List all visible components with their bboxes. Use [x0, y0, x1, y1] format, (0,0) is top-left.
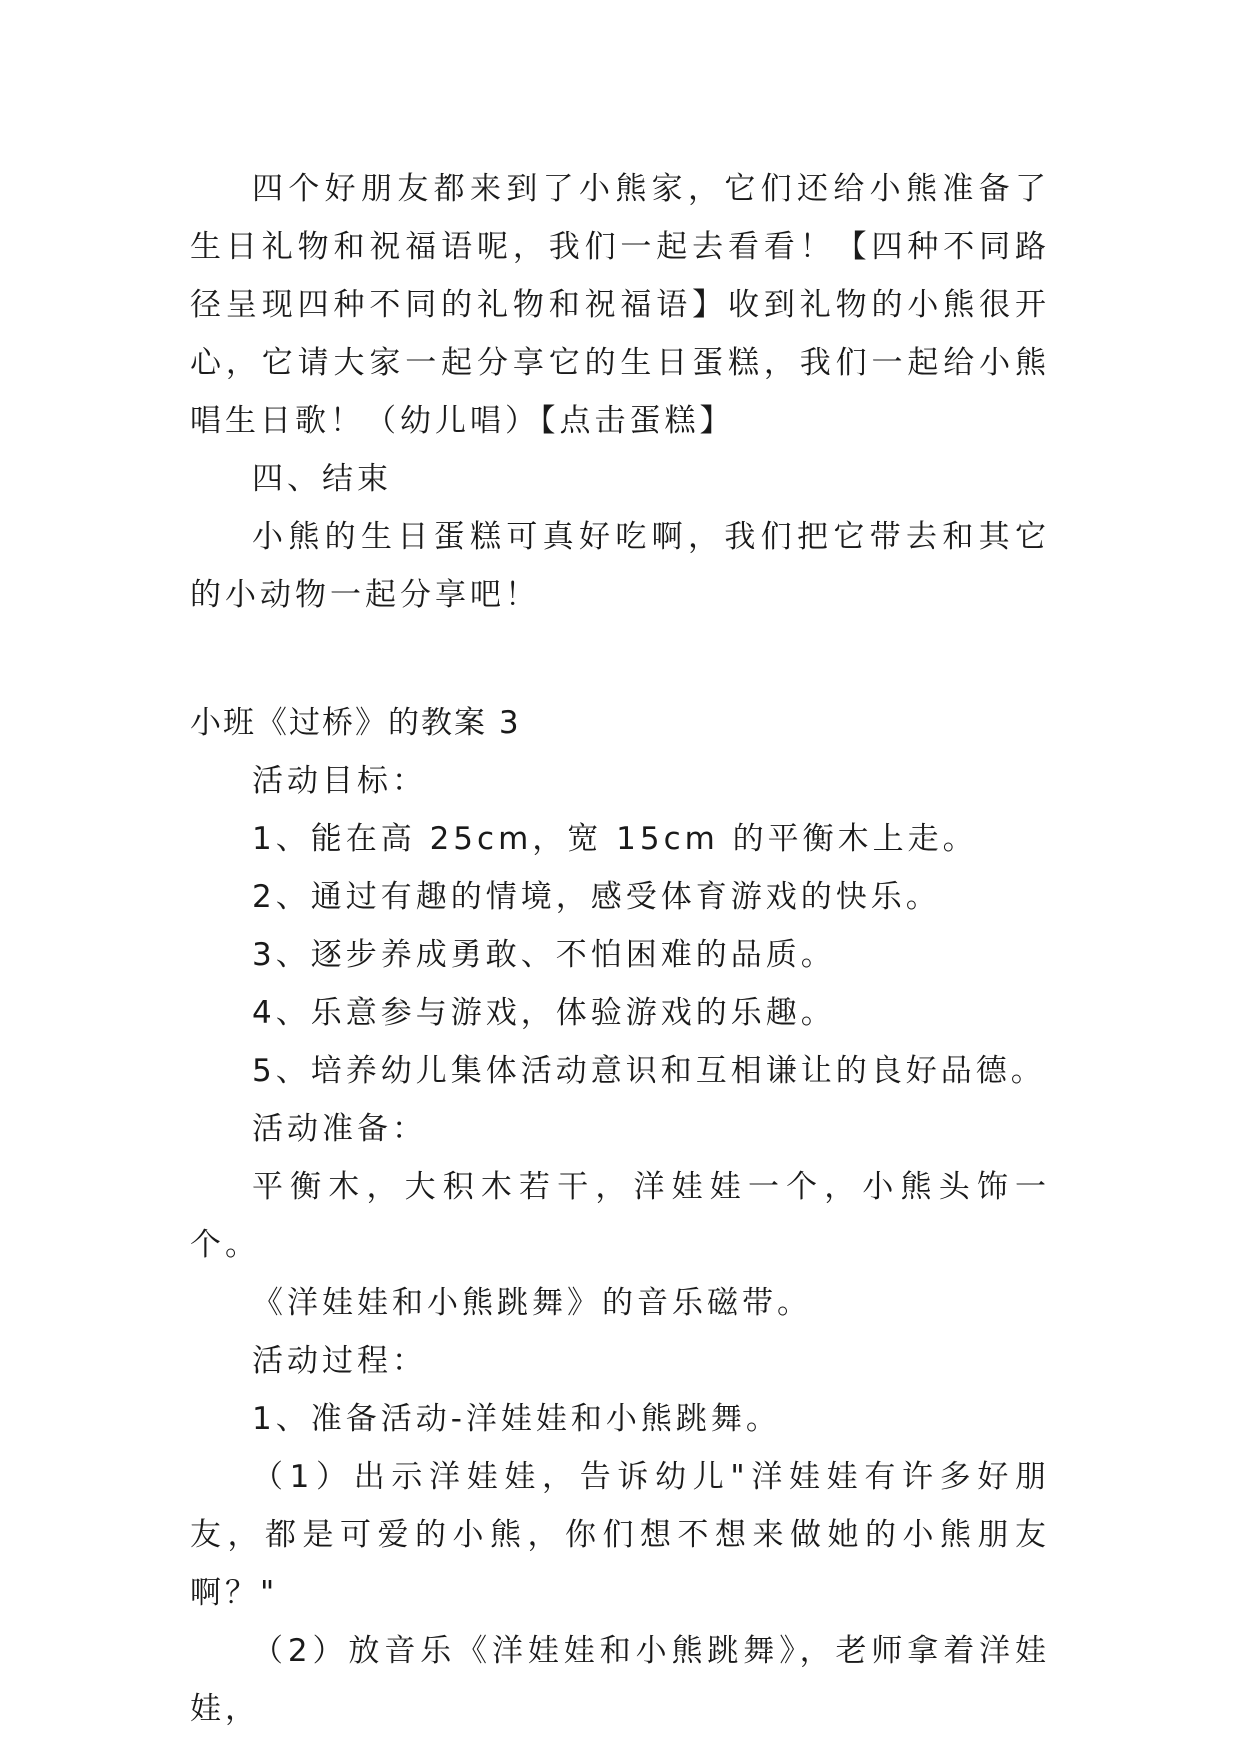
goal-item-4: 4、乐意参与游戏，体验游戏的乐趣。: [252, 995, 836, 1031]
section-spacer: [190, 624, 1050, 694]
goal-item-1: 1、能在高 25cm，宽 15cm 的平衡木上走。: [252, 821, 978, 857]
paragraph-gifts: 四个好朋友都来到了小熊家，它们还给小熊准备了生日礼物和祝福语呢，我们一起去看看！【四种不同路径呈现四种不同的礼物和祝福语】收到礼物的小熊很开心，它请大家一起分享它的生日蛋糕，我们一起给小熊唱生日歌！（幼儿唱）【点击蛋糕】: [190, 171, 1050, 439]
process-step-1: 1、准备活动-洋娃娃和小熊跳舞。: [252, 1401, 781, 1437]
heading-activity-process: 活动过程：: [252, 1343, 427, 1379]
preparation-materials: 平衡木，大积木若干，洋娃娃一个，小熊头饰一个。: [190, 1169, 1050, 1263]
heading-activity-preparation: 活动准备：: [252, 1111, 427, 1147]
goal-item-3: 3、逐步养成勇敢、不怕困难的品质。: [252, 937, 836, 973]
document-body: [190, 160, 1050, 1738]
preparation-music: 《洋娃娃和小熊跳舞》的音乐磁带。: [252, 1285, 812, 1321]
process-substep-2: （2）放音乐《洋娃娃和小熊跳舞》，老师拿着洋娃娃，: [190, 1633, 1050, 1727]
goal-item-2: 2、通过有趣的情境，感受体育游戏的快乐。: [252, 879, 941, 915]
goal-item-5: 5、培养幼儿集体活动意识和互相谦让的良好品德。: [252, 1053, 1046, 1089]
heading-activity-goals: 活动目标：: [252, 763, 427, 799]
process-substep-1: （1）出示洋娃娃，告诉幼儿"洋娃娃有许多好朋友，都是可爱的小熊，你们想不想来做她的小熊朋友啊？": [190, 1459, 1050, 1611]
paragraph-share-cake: 小熊的生日蛋糕可真好吃啊，我们把它带去和其它的小动物一起分享吧！: [190, 519, 1050, 613]
heading-conclusion: 四、结束: [252, 461, 392, 497]
section-title: 小班《过桥》的教案 3: [190, 705, 521, 741]
